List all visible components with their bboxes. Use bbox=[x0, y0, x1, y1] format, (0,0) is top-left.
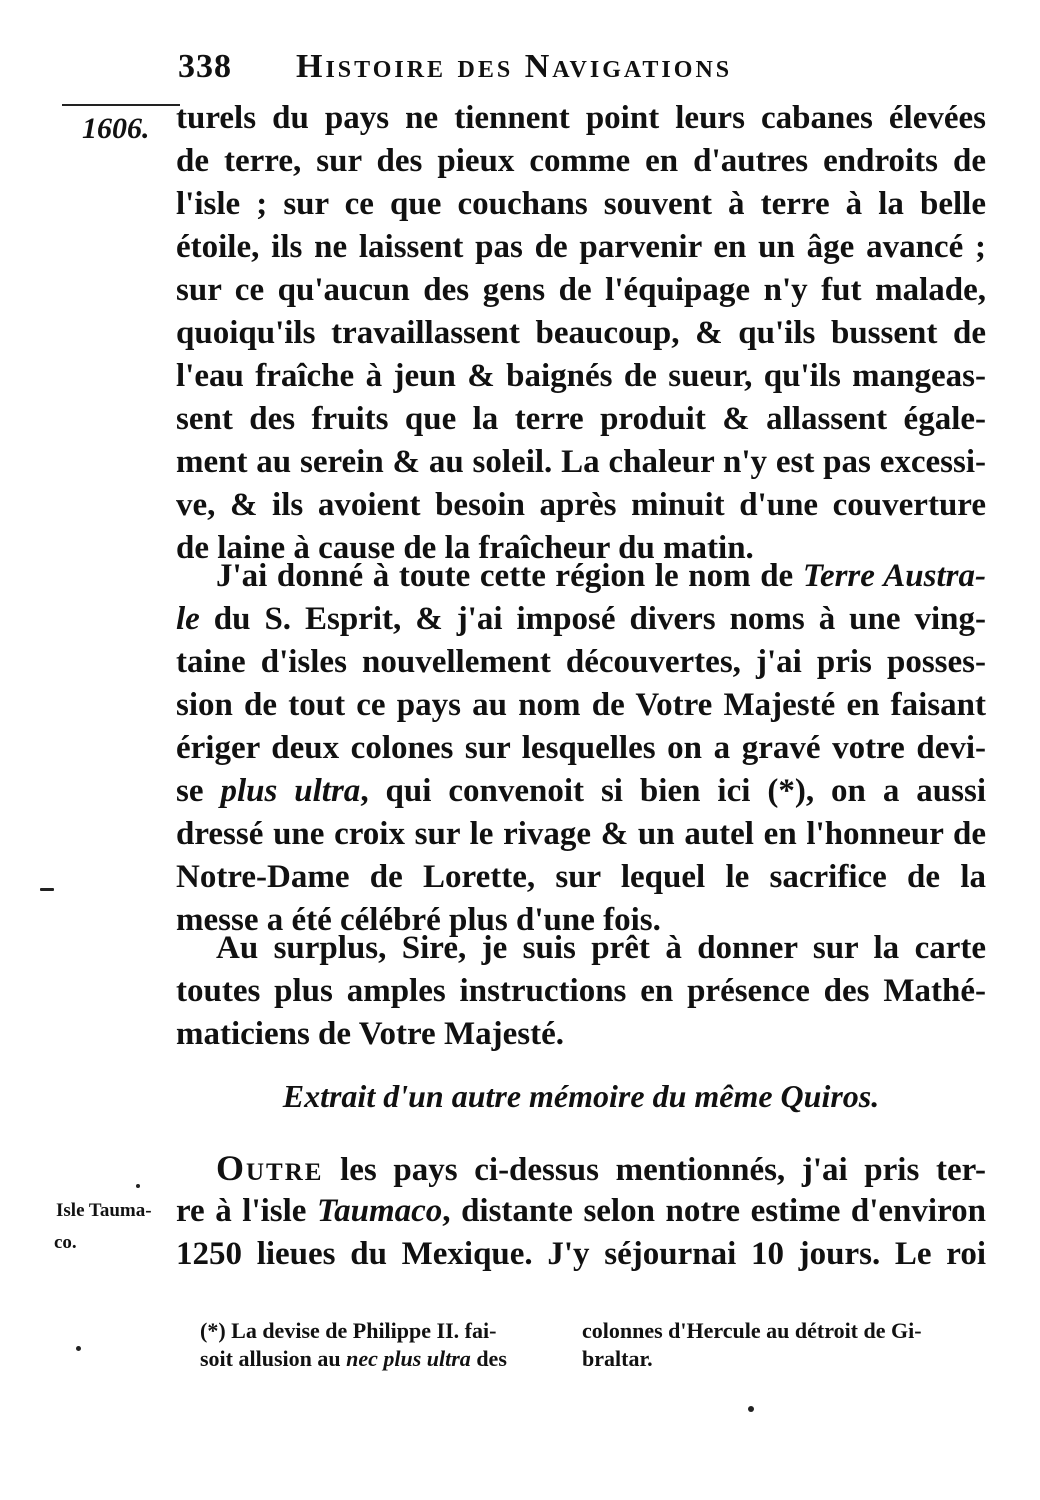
margin-note-taumaco-cont: co. bbox=[54, 1232, 77, 1253]
text-run: soit allusion au bbox=[200, 1346, 347, 1371]
margin-year: 1606. bbox=[82, 112, 150, 145]
text-line bbox=[176, 599, 986, 643]
text-line bbox=[176, 1148, 986, 1192]
text-line: l'eau fraîche à jeun & baignés de sueur, qu'ils mangeas- bbox=[176, 358, 986, 394]
text-line bbox=[176, 556, 986, 600]
text-run-italic: le bbox=[176, 601, 200, 637]
margin-rule bbox=[62, 104, 180, 106]
text-run: J'ai donné à toute cette région le nom de bbox=[216, 558, 803, 594]
scan-speck bbox=[40, 888, 54, 891]
text-line: Notre-Dame de Lorette, sur lequel le sacrifice de la bbox=[176, 859, 986, 895]
initial-word: Outre bbox=[216, 1148, 324, 1188]
footnote-line: colonnes d'Hercule au détroit de Gi- bbox=[582, 1318, 922, 1343]
footnote-line: braltar. bbox=[582, 1346, 653, 1371]
text-run: re à l'isle bbox=[176, 1193, 317, 1229]
footnote-line: (*) La devise de Philippe II. fai- bbox=[200, 1318, 497, 1343]
text-line: sion de tout ce pays au nom de Votre Majesté en faisant bbox=[176, 687, 986, 723]
text-line: Au surplus, Sire, je suis prêt à donner sur la carte bbox=[216, 930, 986, 966]
text-line: étoile, ils ne laissent pas de parvenir en un âge avancé ; bbox=[176, 229, 986, 265]
text-line bbox=[176, 771, 986, 815]
text-line bbox=[176, 1191, 986, 1235]
text-run: des bbox=[470, 1346, 507, 1371]
text-run-italic: Terre Austra- bbox=[802, 558, 986, 594]
text-line: turels du pays ne tiennent point leurs cabanes élevées bbox=[176, 100, 986, 136]
text-line: l'isle ; sur ce que couchans souvent à terre à la belle bbox=[176, 186, 986, 222]
text-run: se bbox=[176, 773, 221, 809]
text-line: de terre, sur des pieux comme en d'autres endroits de bbox=[176, 143, 986, 179]
text-line: quoiqu'ils travaillassent beaucoup, & qu'ils bussent de bbox=[176, 315, 986, 351]
scan-speck bbox=[136, 1184, 140, 1188]
text-line: sent des fruits que la terre produit & allassent égale- bbox=[176, 401, 986, 437]
text-run-italic: Taumaco bbox=[316, 1193, 443, 1229]
scan-speck bbox=[76, 1346, 81, 1351]
text-line: ériger deux colones sur lesquelles on a gravé votre devi- bbox=[176, 730, 986, 766]
text-run: du S. Esprit, & j'ai imposé divers noms à une ving- bbox=[199, 601, 986, 637]
text-run: les pays ci-dessus mentionnés, j'ai pris ter- bbox=[323, 1152, 986, 1188]
text-run-italic: nec plus ultra bbox=[346, 1346, 471, 1371]
text-line: maticiens de Votre Majesté. bbox=[176, 1016, 564, 1052]
text-line: 1250 lieues du Mexique. J'y séjournai 10 jours. Le roi bbox=[176, 1236, 986, 1272]
text-line: ment au serein & au soleil. La chaleur n'y est pas excessi- bbox=[176, 444, 986, 480]
text-line: messe a été célébré plus d'une fois. bbox=[176, 902, 661, 938]
section-heading: Extrait d'un autre mémoire du même Quiros. bbox=[282, 1078, 880, 1114]
text-run: , qui convenoit si bien ici (*), on a aussi bbox=[360, 773, 986, 809]
scan-speck bbox=[748, 1406, 754, 1412]
text-line: de laine à cause de la fraîcheur du matin. bbox=[176, 530, 754, 566]
footnote-line bbox=[200, 1346, 507, 1372]
text-line: sur ce qu'aucun des gens de l'équipage n'y fut malade, bbox=[176, 272, 986, 308]
text-line: toutes plus amples instructions en présence des Mathé- bbox=[176, 973, 986, 1009]
page-number: 338 bbox=[178, 48, 232, 85]
text-line: taine d'isles nouvellement découvertes, j'ai pris posses- bbox=[176, 644, 986, 680]
text-line: ve, & ils avoient besoin après minuit d'une couverture bbox=[176, 487, 986, 523]
margin-note-taumaco: Isle Tauma- bbox=[56, 1200, 152, 1221]
text-line: dressé une croix sur le rivage & un autel en l'honneur de bbox=[176, 816, 986, 852]
text-run: , distante selon notre estime d'environ bbox=[442, 1193, 986, 1229]
running-title: Histoire des Navigations bbox=[296, 48, 733, 85]
running-head bbox=[178, 48, 986, 94]
text-run-italic: plus ultra bbox=[220, 773, 361, 809]
